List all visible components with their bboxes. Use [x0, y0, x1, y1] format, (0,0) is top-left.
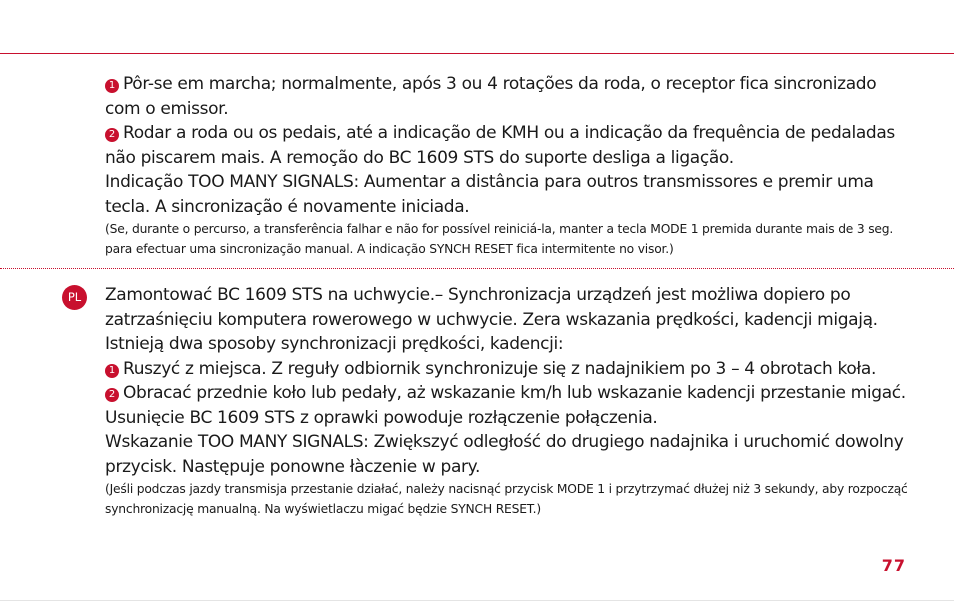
pt-step-1 — [105, 72, 915, 121]
pl-step-2 — [105, 381, 915, 430]
pl-step-1-text: Ruszyć z miejsca. Z reguły odbiornik synchronizuje się z nadajnikiem po 3 – 4 obrotach koła. — [123, 358, 877, 379]
pl-note: (Jeśli podczas jazdy transmisja przestanie działać, należy nacisnąć przycisk MODE 1 i przytrzymać dłużej niż 3 sekundy, aby rozpocząć synchronizację manualną. Na wyświetlaczu migać będzie SYNCH RESET.) — [105, 482, 908, 516]
pt-too-many-signals: Indicação TOO MANY SIGNALS: Aumentar a distância para outros transmissores e premir uma tecla. A sincronização é novamente iniciada. — [105, 172, 874, 217]
pl-step-1 — [105, 357, 915, 382]
page-number: 77 — [881, 556, 906, 575]
step-1-marker: 1 — [105, 79, 119, 93]
pt-step-2 — [105, 121, 915, 170]
pt-note: (Se, durante o percurso, a transferência falhar e não for possível reiniciá-la, manter a tecla MODE 1 premida durante mais de 3 seg. para efectuar uma sincronização manual. A indicação SYNCH RESET fica intermitente no visor.) — [105, 222, 894, 256]
bottom-divider — [0, 600, 954, 601]
pt-step-2-text: Rodar a roda ou os pedais, até a indicação de KMH ou a indicação da frequência de pedaladas não piscarem mais. A remoção do BC 1609 STS do suporte desliga a ligação. — [105, 123, 895, 168]
pl-too-many-signals: Wskazanie TOO MANY SIGNALS: Zwiększyć odległość do drugiego nadajnika i uruchomić dowolny przycisk. Następuje ponowne łàczenie w pary. — [105, 432, 904, 477]
top-divider — [0, 53, 954, 54]
portuguese-section — [105, 72, 915, 259]
step-1-marker: 1 — [105, 364, 119, 378]
polish-section — [105, 283, 915, 519]
pt-step-1-text: Pôr-se em marcha; normalmente, após 3 ou 4 rotações da roda, o receptor fica sincronizado com o emissor. — [105, 74, 877, 119]
pl-intro: Zamontować BC 1609 STS na uchwycie.– Synchronizacja urządzeń jest możliwa dopiero po zatrzaśnięciu komputera rowerowego w uchwycie. Zera wskazania prędkości, kadencji migają. Istnieją dwa sposoby synchronizacji prędkości, kadencji: — [105, 285, 878, 354]
section-divider — [0, 268, 954, 269]
pl-step-2-text: Obracać przednie koło lub pedały, aż wskazanie km/h lub wskazanie kadencji przestanie migać. Usunięcie BC 1609 STS z oprawki powoduje rozłączenie połączenia. — [105, 383, 906, 428]
step-2-marker: 2 — [105, 128, 119, 142]
language-badge-pl: PL — [62, 285, 87, 310]
step-2-marker: 2 — [105, 388, 119, 402]
